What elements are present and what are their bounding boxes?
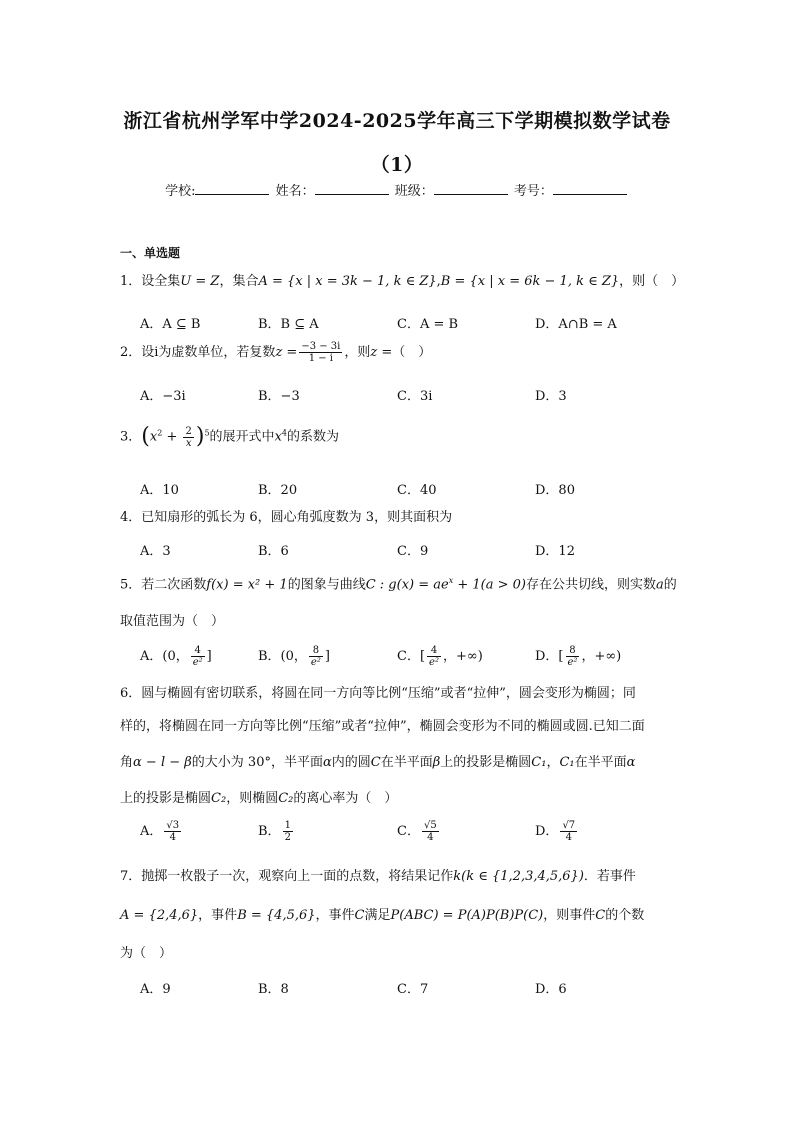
question-3: 3．($x^2$ + $\frac{2}{x}$ )$^5$的展开式中$x^4$的系数为	[120, 424, 340, 449]
exam-title-number: （1）	[370, 154, 424, 176]
q1-stem: 1．设全集	[120, 274, 181, 289]
q1-option-a[interactable]: A．A ⊆ B	[140, 317, 201, 332]
q1-set-b: B = {x | x = 6k − 1, k ∈ Z}	[440, 274, 620, 289]
q3-option-a[interactable]: A．10	[140, 483, 179, 498]
q3-x: x	[149, 429, 158, 445]
q5-c-den: e²	[429, 657, 439, 668]
exam-title: 浙江省杭州学军中学2024-2025学年高三下学期模拟数学试卷	[123, 110, 671, 132]
q2-option-b[interactable]: B．−3	[258, 389, 300, 404]
section-heading: 一、单选题	[120, 246, 181, 260]
q7-option-a[interactable]: A．9	[140, 982, 171, 997]
question-6-line3	[120, 755, 635, 771]
q3-left-paren: (	[141, 424, 150, 449]
q3-frac-den: x	[185, 437, 192, 449]
q2-denominator: 1 − i	[308, 353, 333, 364]
q5-option-a[interactable]	[140, 645, 212, 668]
q4-option-d[interactable]: D．12	[535, 544, 575, 559]
q5-b-den: e²	[310, 657, 321, 668]
q4-option-a[interactable]: A．3	[140, 544, 171, 559]
q6-d-frac	[560, 820, 577, 843]
q5-stem-b: 的图象与曲线	[287, 577, 366, 593]
q5-g-tail: + 1(a > 0)	[453, 577, 526, 593]
q4-option-c[interactable]: C．9	[397, 544, 429, 559]
q7-a: 7．抛掷一枚骰子一次，观察向上一面的点数，将结果记作	[120, 869, 454, 884]
q6-beta: β	[432, 755, 441, 770]
q5-b-num: 8	[309, 645, 323, 657]
question-4: 4．已知扇形的弧长为 6，圆心角弧度数为 3，则其面积为	[120, 510, 453, 525]
q4-option-b[interactable]: B．6	[258, 544, 289, 559]
question-7-line1	[120, 869, 636, 885]
q3-exponent: 5	[204, 428, 210, 438]
q6-c1: C₁	[531, 755, 547, 770]
q5-c-frac	[427, 645, 441, 668]
q1-stem-b: ，集合	[219, 274, 259, 289]
q7-b: ．若事件	[583, 869, 636, 884]
q3-stem-b: 的系数为	[287, 429, 340, 445]
q6-b: 的大小为 30°，半平面	[191, 755, 323, 770]
q5-f: f(x) = x² + 1	[206, 577, 288, 593]
q5-d-label: D．[	[535, 649, 564, 664]
q5-b-label: B．(0，	[258, 649, 307, 664]
name-label: 姓名：	[275, 184, 315, 199]
q5-d-tail: ，+∞)	[581, 649, 622, 664]
q3-number: 3．	[120, 429, 142, 445]
q3-term: x	[274, 429, 282, 445]
q6-c-frac	[422, 820, 439, 843]
id-field[interactable]	[553, 182, 627, 195]
q2-option-a[interactable]: A．−3i	[140, 389, 186, 404]
q2-fraction	[299, 341, 342, 364]
q5-b-frac	[309, 645, 323, 668]
q5-d-num: 8	[566, 645, 580, 657]
q5-a-label: A．(0，	[140, 649, 189, 664]
q3-option-d[interactable]: D．80	[535, 483, 575, 498]
q6-g: 在半平面	[574, 755, 627, 770]
question-6-line1: 6．圆与椭圆有密切联系，将圆在同一方向等比例“压缩”或者“拉伸”，圆会变形为椭圆；同	[120, 686, 636, 701]
q7-option-c[interactable]: C．7	[397, 982, 429, 997]
question-2	[120, 341, 431, 364]
q5-a-den: e²	[192, 657, 203, 668]
q5-a-frac	[191, 645, 205, 668]
q5-a-num: 4	[191, 645, 205, 657]
q5-d-frac	[566, 645, 580, 668]
q6-d: 在半平面	[380, 755, 433, 770]
q5-a-tail: ]	[206, 649, 212, 664]
q7-c: ，事件	[198, 908, 238, 923]
q6-dihedral: α − l − β	[133, 755, 192, 770]
q5-stem: 5．若二次函数	[120, 577, 207, 593]
q6-h: 上的投影是椭圆	[120, 791, 212, 806]
question-6-line4	[120, 791, 397, 807]
question-6-line2: 样的，将椭圆在同一方向等比例“压缩”或者“拉伸”，椭圆会变形为不同的椭圆或圆.已知二面	[120, 719, 645, 734]
question-5-line2: 取值范围为（ ）	[120, 614, 225, 629]
q6-d-label: D．	[535, 824, 559, 839]
q5-stem-d: 的	[663, 577, 677, 593]
q7-g: 的个数	[605, 908, 645, 923]
q5-option-b[interactable]	[258, 645, 330, 668]
q7-option-d[interactable]: D．6	[535, 982, 567, 997]
q5-c-label: C．[	[397, 649, 426, 664]
q6-b-frac	[283, 820, 293, 843]
q7-k-set: k(k ∈ {1,2,3,4,5,6})	[453, 869, 584, 884]
q5-a: a	[656, 577, 664, 593]
q5-option-d[interactable]	[535, 645, 621, 668]
q6-a-den: 4	[169, 832, 176, 843]
q6-j: 的离心率为（ ）	[293, 791, 398, 806]
q6-circle: C	[370, 755, 381, 770]
q5-c-tail: ，+∞)	[442, 649, 483, 664]
q6-c-label: C．	[397, 824, 420, 839]
q2-numerator: −3 − 3i	[301, 341, 341, 352]
question-1	[120, 274, 684, 290]
q3-term-exp: 4	[281, 428, 287, 438]
q7-a-set: A = {2,4,6}	[120, 908, 199, 923]
q1-option-c[interactable]: C．A = B	[397, 317, 459, 332]
q1-option-b[interactable]: B．B ⊆ A	[258, 317, 319, 332]
q5-d-den: e²	[567, 657, 578, 668]
q6-option-a[interactable]	[140, 820, 183, 843]
q1-option-d[interactable]: D．A∩B = A	[535, 317, 617, 332]
q6-a-label: A．	[140, 824, 163, 839]
q7-b-set: B = {4,5,6}	[237, 908, 316, 923]
q7-e: 满足	[364, 908, 391, 923]
q6-f: ，	[546, 755, 560, 770]
q6-c: 内的圆	[331, 755, 371, 770]
q7-d: ，事件	[315, 908, 355, 923]
q6-i: ，则椭圆	[226, 791, 279, 806]
q6-b-label: B．	[258, 824, 281, 839]
q3-frac-num: 2	[185, 425, 192, 437]
q5-option-c[interactable]	[397, 645, 483, 668]
name-field[interactable]	[315, 182, 389, 195]
q3-right-paren: )	[195, 424, 205, 449]
question-7-line2	[120, 908, 644, 924]
q6-c1b: C₁	[559, 755, 575, 770]
q1-sep: ,	[436, 274, 441, 289]
q6-d-den: 4	[565, 832, 572, 843]
q5-b-tail: ]	[324, 649, 330, 664]
q2-stem-c: （ ）	[392, 345, 432, 360]
q6-option-b[interactable]	[258, 820, 295, 843]
q6-a: 角	[120, 755, 134, 770]
class-field[interactable]	[434, 182, 508, 195]
q5-g: C : g(x) = ae	[365, 577, 449, 593]
q6-alpha: α	[322, 755, 332, 770]
q5-stem-c: 存在公共切线，则实数	[526, 577, 657, 593]
q7-prob: P(ABC) = P(A)P(B)P(C)	[390, 908, 544, 923]
q7-event-c: C	[354, 908, 365, 923]
student-info-row	[0, 180, 794, 199]
q6-b-den: 2	[284, 832, 291, 843]
q7-event-c2: C	[595, 908, 606, 923]
q3-plus: +	[162, 429, 182, 445]
q3-option-c[interactable]: C．40	[397, 483, 437, 498]
q6-a-num: √3	[166, 820, 180, 831]
q5-g-exp: x	[448, 576, 454, 585]
q7-f: ，则事件	[543, 908, 596, 923]
q2-z-ans: z =	[370, 345, 393, 360]
q6-c2b: C₂	[278, 791, 294, 806]
q6-c2: C₂	[211, 791, 227, 806]
q3-fraction	[183, 426, 193, 449]
q6-c-den: 4	[427, 832, 434, 843]
school-label: 学校:	[165, 184, 196, 199]
q5-c-num: 4	[427, 645, 441, 657]
q1-set-a: A = {x | x = 3k − 1, k ∈ Z}	[258, 274, 437, 289]
q7-option-b[interactable]: B．8	[258, 982, 289, 997]
q6-d-num: √7	[562, 820, 576, 831]
q3-stem: 的展开式中	[209, 429, 275, 445]
q3-option-b[interactable]: B．20	[258, 483, 298, 498]
school-field[interactable]	[195, 182, 269, 195]
question-7-line3: 为（ ）	[120, 946, 173, 961]
q6-alpha2: α	[626, 755, 636, 770]
question-5	[120, 576, 677, 593]
q6-option-d[interactable]	[535, 820, 579, 843]
q6-option-c[interactable]	[397, 820, 441, 843]
q6-e: 上的投影是椭圆	[440, 755, 532, 770]
q1-universal-set: U = Z	[180, 274, 220, 289]
q6-b-num: 1	[284, 820, 291, 831]
class-label: 班级：	[394, 184, 434, 199]
q2-option-c[interactable]: C．3i	[397, 389, 433, 404]
q1-stem-c: ，则（ ）	[619, 274, 685, 289]
q2-stem: 2．设i为虚数单位，若复数	[120, 345, 276, 360]
q6-a-frac	[164, 820, 181, 843]
q2-option-d[interactable]: D．3	[535, 389, 567, 404]
q2-stem-b: ，则	[344, 345, 371, 360]
q2-z: z =	[275, 345, 298, 360]
q6-c-num: √5	[423, 820, 437, 831]
id-label: 考号：	[513, 184, 553, 199]
